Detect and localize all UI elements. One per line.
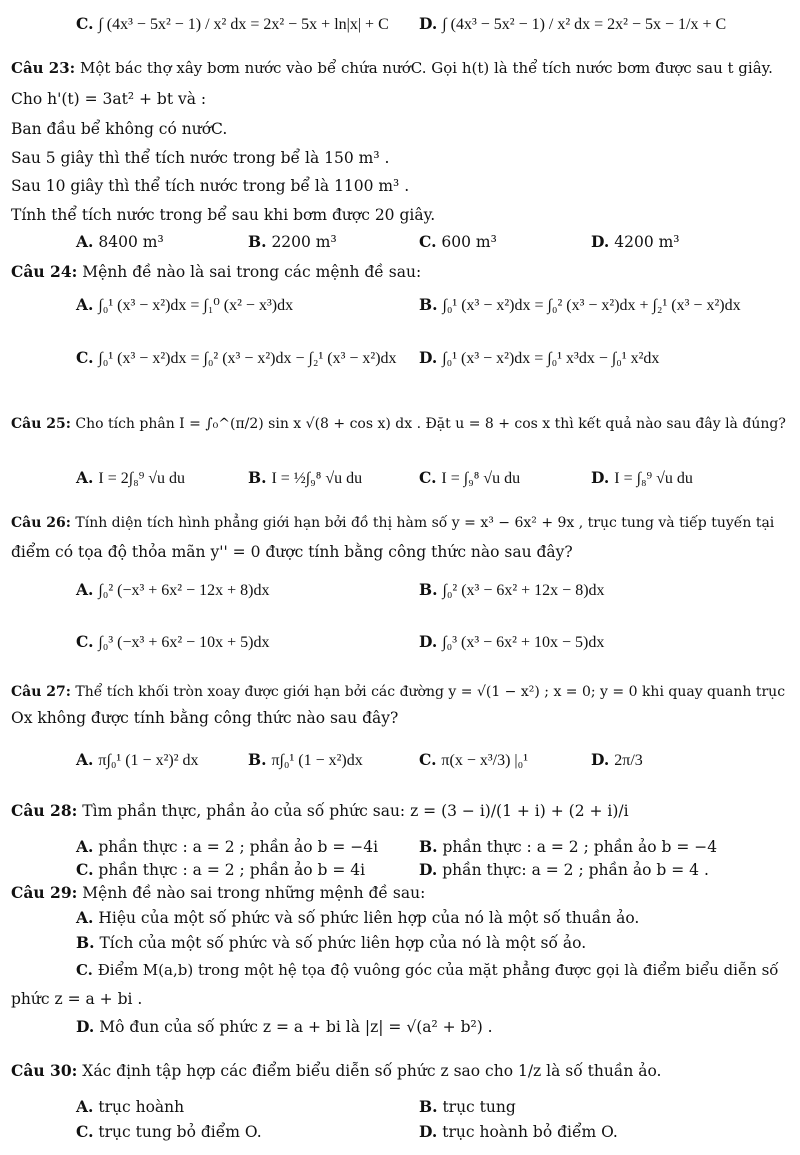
q22-option-d: D. ∫ (4x³ − 5x² − 1) / x² dx = 2x² − 5x − 1/x + C [419,14,727,33]
q29-option-d: D. Mô đun của số phức z = a + bi là |z| = √(a² + b²) . [76,1017,493,1036]
q25-option-b: B. I = ½∫₉⁸ √u du [248,468,363,487]
q27-stem-line-1: Câu 27: Thể tích khối tròn xoay được giới hạn bởi các đường y = √(1 − x²) ; x = 0; y = 0 khi quay quanh trục [11,684,786,700]
q25-option-c: C. I = ∫₉⁸ √u du [419,468,521,487]
q25-option-d: D. I = ∫₈⁹ √u du [591,468,693,487]
q29-option-c-cont: phức z = a + bi . [11,990,143,1008]
q22-option-c: C. ∫ (4x³ − 5x² − 1) / x² dx = 2x² − 5x + ln|x| + C [76,14,389,33]
q30-option-c: C. trục tung bỏ điểm O. [76,1122,262,1141]
q30-option-b: B. trục tung [419,1097,516,1116]
q27-option-c: C. π(x − x³/3) |₀¹ [419,750,528,769]
q28-option-a: A. phần thực : a = 2 ; phần ảo b = −4i [76,837,379,856]
q26-option-c: C. ∫₀³ (−x³ + 6x² − 10x + 5)dx [76,632,270,651]
q23-ask: Tính thể tích nước trong bể sau khi bơm được 20 giây. [11,206,436,224]
q24-option-d: D. ∫₀¹ (x³ − x²)dx = ∫₀¹ x³dx − ∫₀¹ x²dx [419,348,660,367]
q25-option-a: A. I = 2∫₈⁹ √u du [76,468,186,487]
q23-line-3: Sau 10 giây thì thể tích nước trong bể là 1100 m³ . [11,177,410,195]
q30-option-d: D. trục hoành bỏ điểm O. [419,1122,618,1141]
q24-option-a: A. ∫₀¹ (x³ − x²)dx = ∫₁⁰ (x² − x³)dx [76,295,294,314]
q23-line-2: Sau 5 giây thì thể tích nước trong bể là 150 m³ . [11,149,390,167]
q24-stem: Câu 24: Mệnh đề nào là sai trong các mệnh đề sau: [11,262,422,281]
q30-option-a: A. trục hoành [76,1097,185,1116]
q28-option-d: D. phần thực: a = 2 ; phần ảo b = 4 . [419,860,709,879]
q28-stem: Câu 28: Tìm phần thực, phần ảo của số phức sau: z = (3 − i)/(1 + i) + (2 + i)/i [11,801,629,820]
q23-option-c: C. 600 m³ [419,232,497,251]
q27-stem-line-2: Ox không được tính bằng công thức nào sau đây? [11,709,399,727]
q29-option-c: C. Điểm M(a,b) trong một hệ tọa độ vuông góc của mặt phẳng được gọi là điểm biểu diễn số [76,961,779,979]
q26-option-a: A. ∫₀² (−x³ + 6x² − 12x + 8)dx [76,580,270,599]
q26-option-d: D. ∫₀³ (x³ − 6x² + 10x − 5)dx [419,632,605,651]
q23-line-1: Ban đầu bể không có nướC. [11,120,228,138]
q29-option-a: A. Hiệu của một số phức và số phức liên hợp của nó là một số thuần ảo. [76,908,640,927]
q26-stem-line-2: điểm có tọa độ thỏa mãn y'' = 0 được tính bằng công thức nào sau đây? [11,543,573,561]
q30-stem: Câu 30: Xác định tập hợp các điểm biểu diễn số phức z sao cho 1/z là số thuần ảo. [11,1061,662,1080]
q23-given: Cho h'(t) = 3at² + bt và : [11,90,207,108]
q24-option-b: B. ∫₀¹ (x³ − x²)dx = ∫₀² (x³ − x²)dx + ∫₂¹ (x³ − x²)dx [419,295,741,314]
q29-option-b: B. Tích của một số phức và số phức liên hợp của nó là một số ảo. [76,933,587,952]
q28-option-c: C. phần thực : a = 2 ; phần ảo b = 4i [76,860,366,879]
q23-option-b: B. 2200 m³ [248,232,337,251]
q23-stem: Câu 23: Một bác thợ xây bơm nước vào bể chứa nướC. Gọi h(t) là thể tích nước bơm được sau t giây. [11,59,773,77]
q27-option-d: D. 2π/3 [591,750,643,769]
q27-option-b: B. π∫₀¹ (1 − x²)dx [248,750,363,769]
q25-stem: Câu 25: Cho tích phân I = ∫₀^(π/2) sin x √(8 + cos x) dx . Đặt u = 8 + cos x thì kết quả nào sau đây là đúng? [11,416,786,432]
q23-option-d: D. 4200 m³ [591,232,680,251]
q26-option-b: B. ∫₀² (x³ − 6x² + 12x − 8)dx [419,580,605,599]
q24-option-c: C. ∫₀¹ (x³ − x²)dx = ∫₀² (x³ − x²)dx − ∫₂¹ (x³ − x²)dx [76,348,397,367]
q27-option-a: A. π∫₀¹ (1 − x²)² dx [76,750,199,769]
q29-stem: Câu 29: Mệnh đề nào sai trong những mệnh đề sau: [11,883,426,902]
q26-stem-line-1: Câu 26: Tính diện tích hình phẳng giới hạn bởi đồ thị hàm số y = x³ − 6x² + 9x , trục tung và tiếp tuyến tại [11,515,775,531]
q23-option-a: A. 8400 m³ [76,232,164,251]
q28-option-b: B. phần thực : a = 2 ; phần ảo b = −4 [419,837,718,856]
